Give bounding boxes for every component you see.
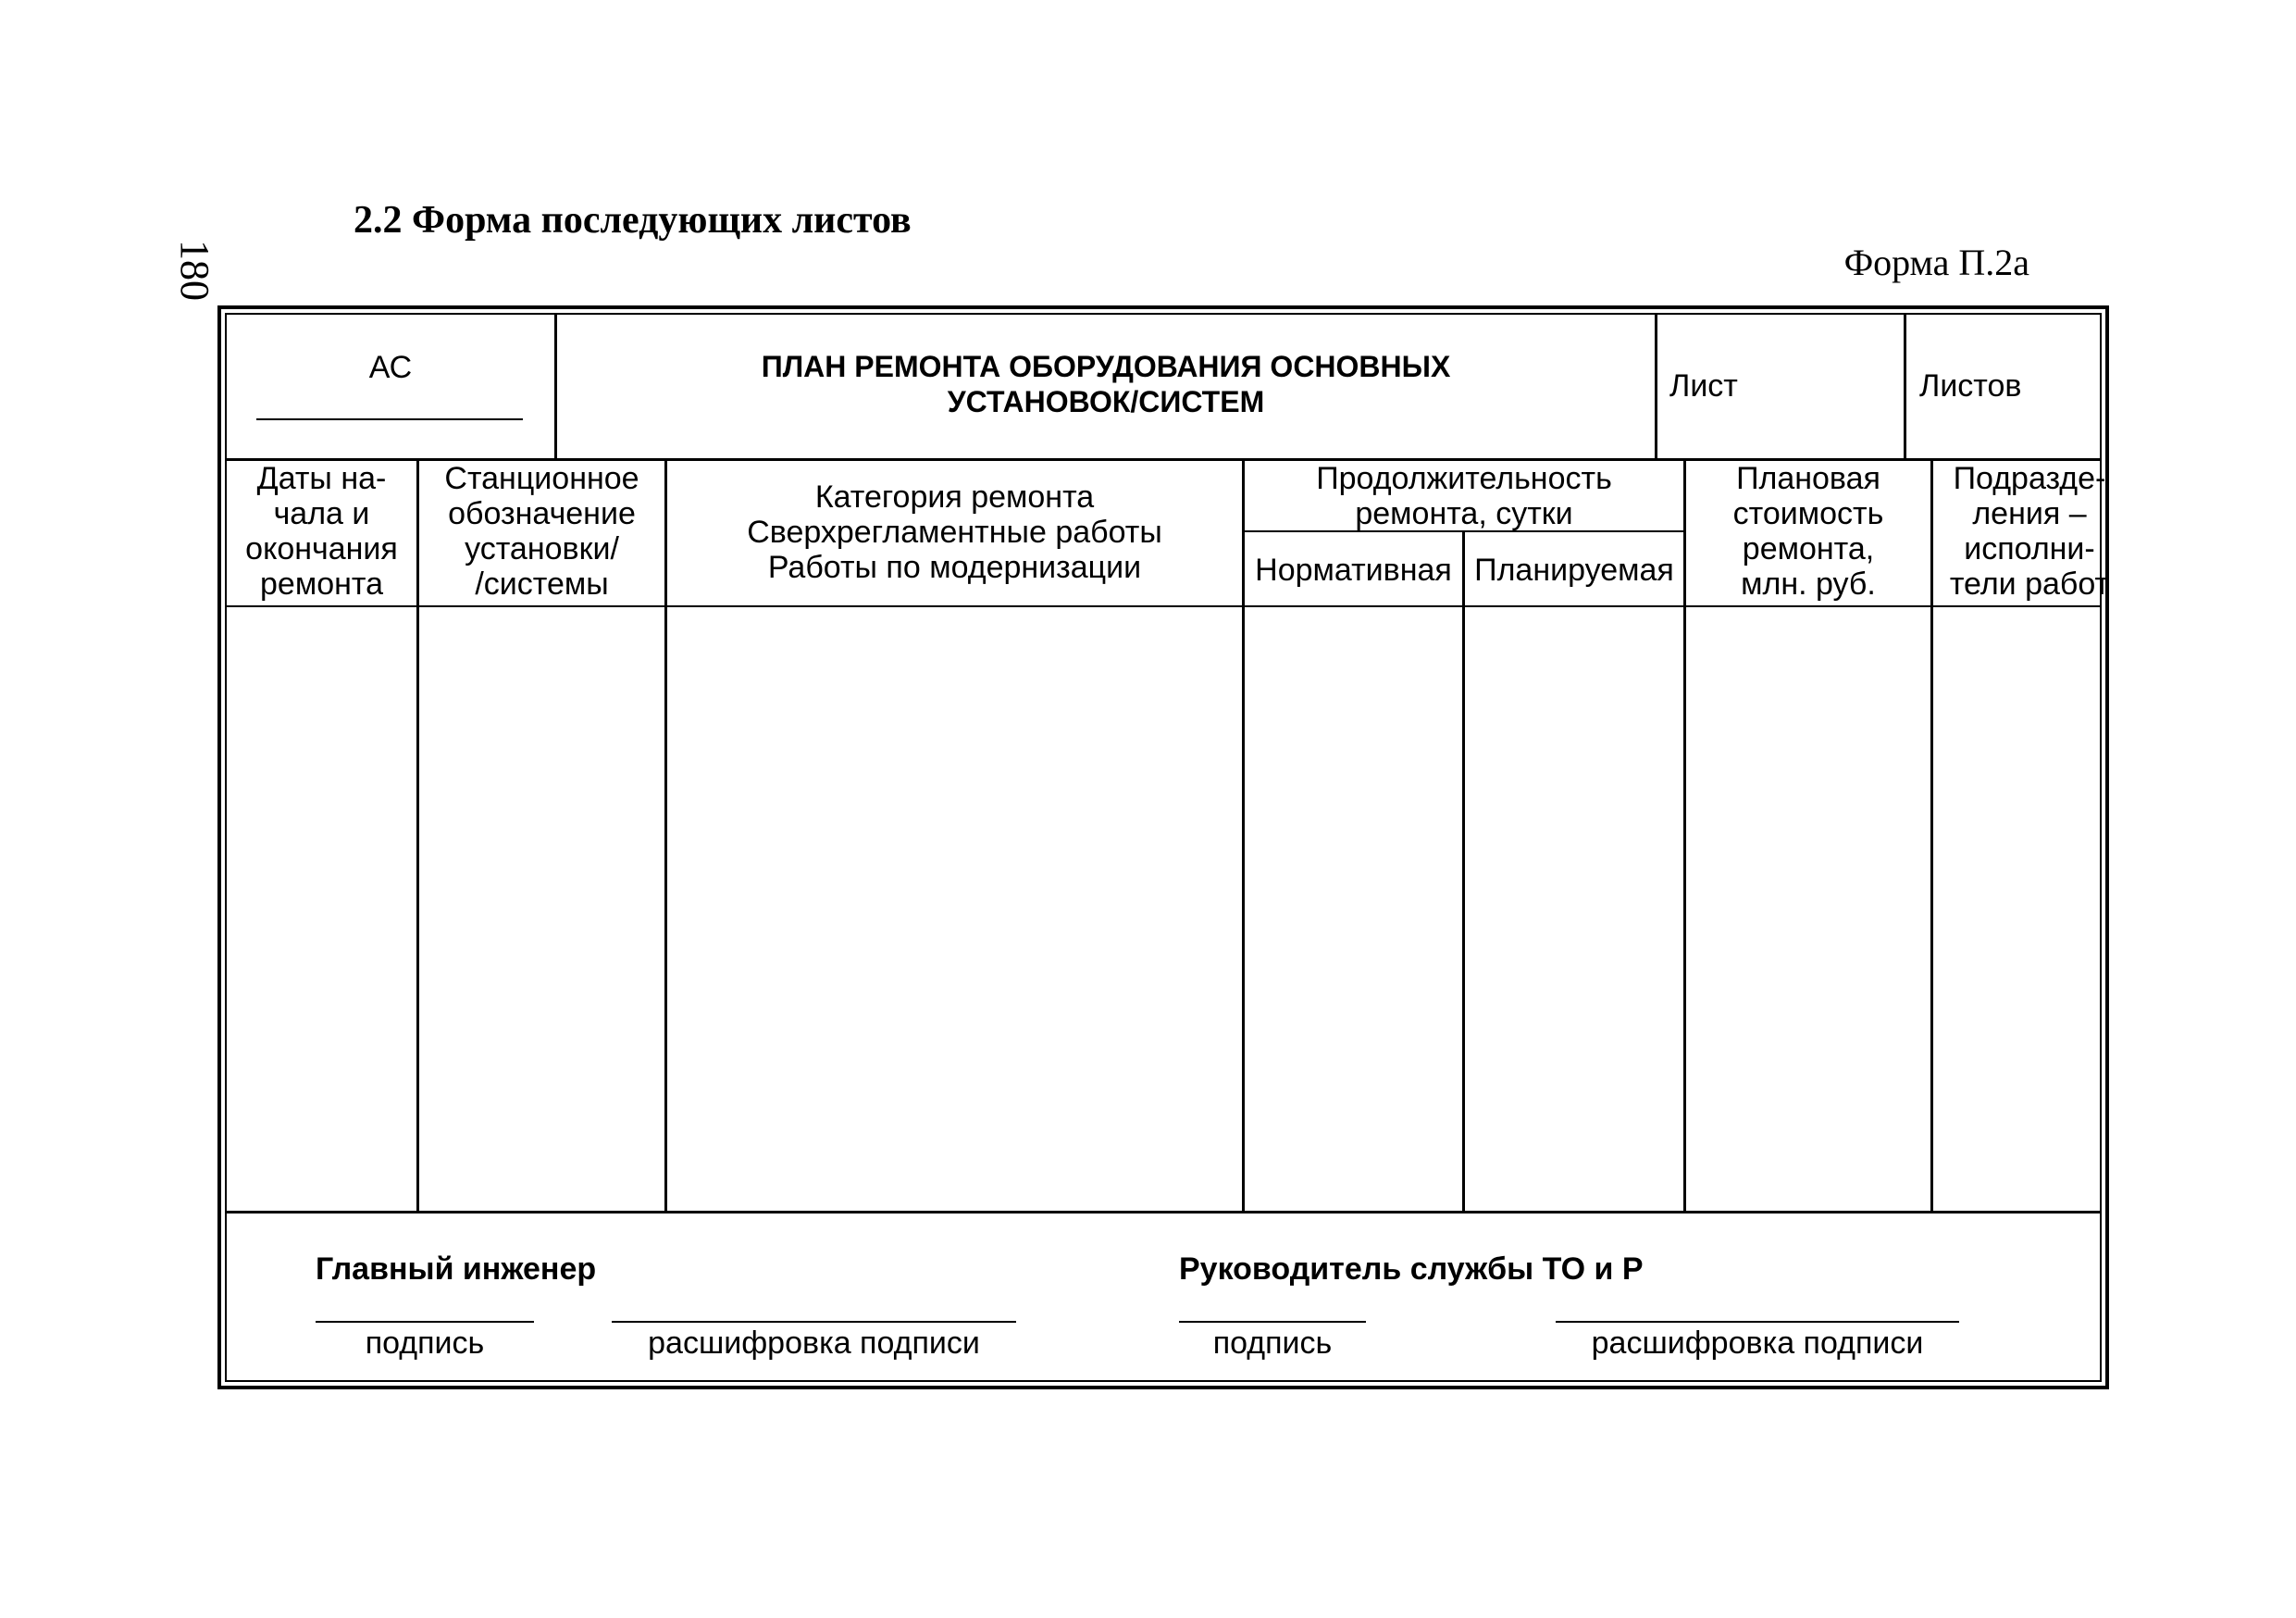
form-inner-border: АС ПЛАН РЕМОНТА ОБОРУДОВАНИЯ ОСНОВНЫХ УСТАНОВОК/СИСТЕМ Лист Листов Даты на- чала и окончания ремонта Станционное обозначение установки/ /системы Категория ремонта Сверхрегламентные работы Работы по модернизации Продолжительность ремонта, сутки Нормативная Планируемая Плановая стоимость ремонта, млн. руб. Подразде- ления – исполни- тели работ Главный инженер Руководитель службы ТО и Р подпись расшифровка подписи подпись расшифровка подписи	[225, 313, 2102, 1382]
section-title: 2.2 Форма последующих листов	[354, 199, 912, 242]
duration-normative-header: Нормативная	[1255, 553, 1452, 588]
service-head-signature-line	[1179, 1321, 1366, 1323]
header-divider-3	[1904, 315, 1906, 458]
duration-planned-header: Планируемая	[1474, 553, 1674, 588]
service-head-decoding-caption: расшифровка подписи	[1591, 1326, 1924, 1361]
body-bottom-line	[227, 1211, 2100, 1214]
service-head-label: Руководитель службы ТО и Р	[1179, 1251, 1644, 1287]
service-head-decoding-line	[1556, 1321, 1959, 1323]
header-divider-2	[1655, 315, 1657, 458]
plant-label: АС	[368, 350, 413, 385]
form-title-line2: УСТАНОВОК/СИСТЕМ	[947, 385, 1265, 418]
plant-name-line	[256, 418, 523, 420]
column-header-bottom-line	[227, 605, 2100, 607]
chief-engineer-signature-caption: подпись	[365, 1326, 485, 1361]
chief-engineer-decoding-line	[612, 1321, 1016, 1323]
sheets-label: Листов	[1919, 368, 2022, 404]
sheet-label: Лист	[1669, 368, 1738, 404]
form-title-line1: ПЛАН РЕМОНТА ОБОРУДОВАНИЯ ОСНОВНЫХ	[761, 350, 1451, 383]
chief-engineer-decoding-caption: расшифровка подписи	[648, 1326, 980, 1361]
page-number: 180	[172, 240, 217, 301]
repair-plan-form	[217, 305, 2109, 1389]
chief-engineer-label: Главный инженер	[316, 1251, 597, 1287]
chief-engineer-signature-line	[316, 1321, 534, 1323]
form-code: Форма П.2а	[1843, 242, 2029, 283]
col-divider-4	[1462, 530, 1465, 1211]
service-head-signature-caption: подпись	[1212, 1326, 1333, 1361]
